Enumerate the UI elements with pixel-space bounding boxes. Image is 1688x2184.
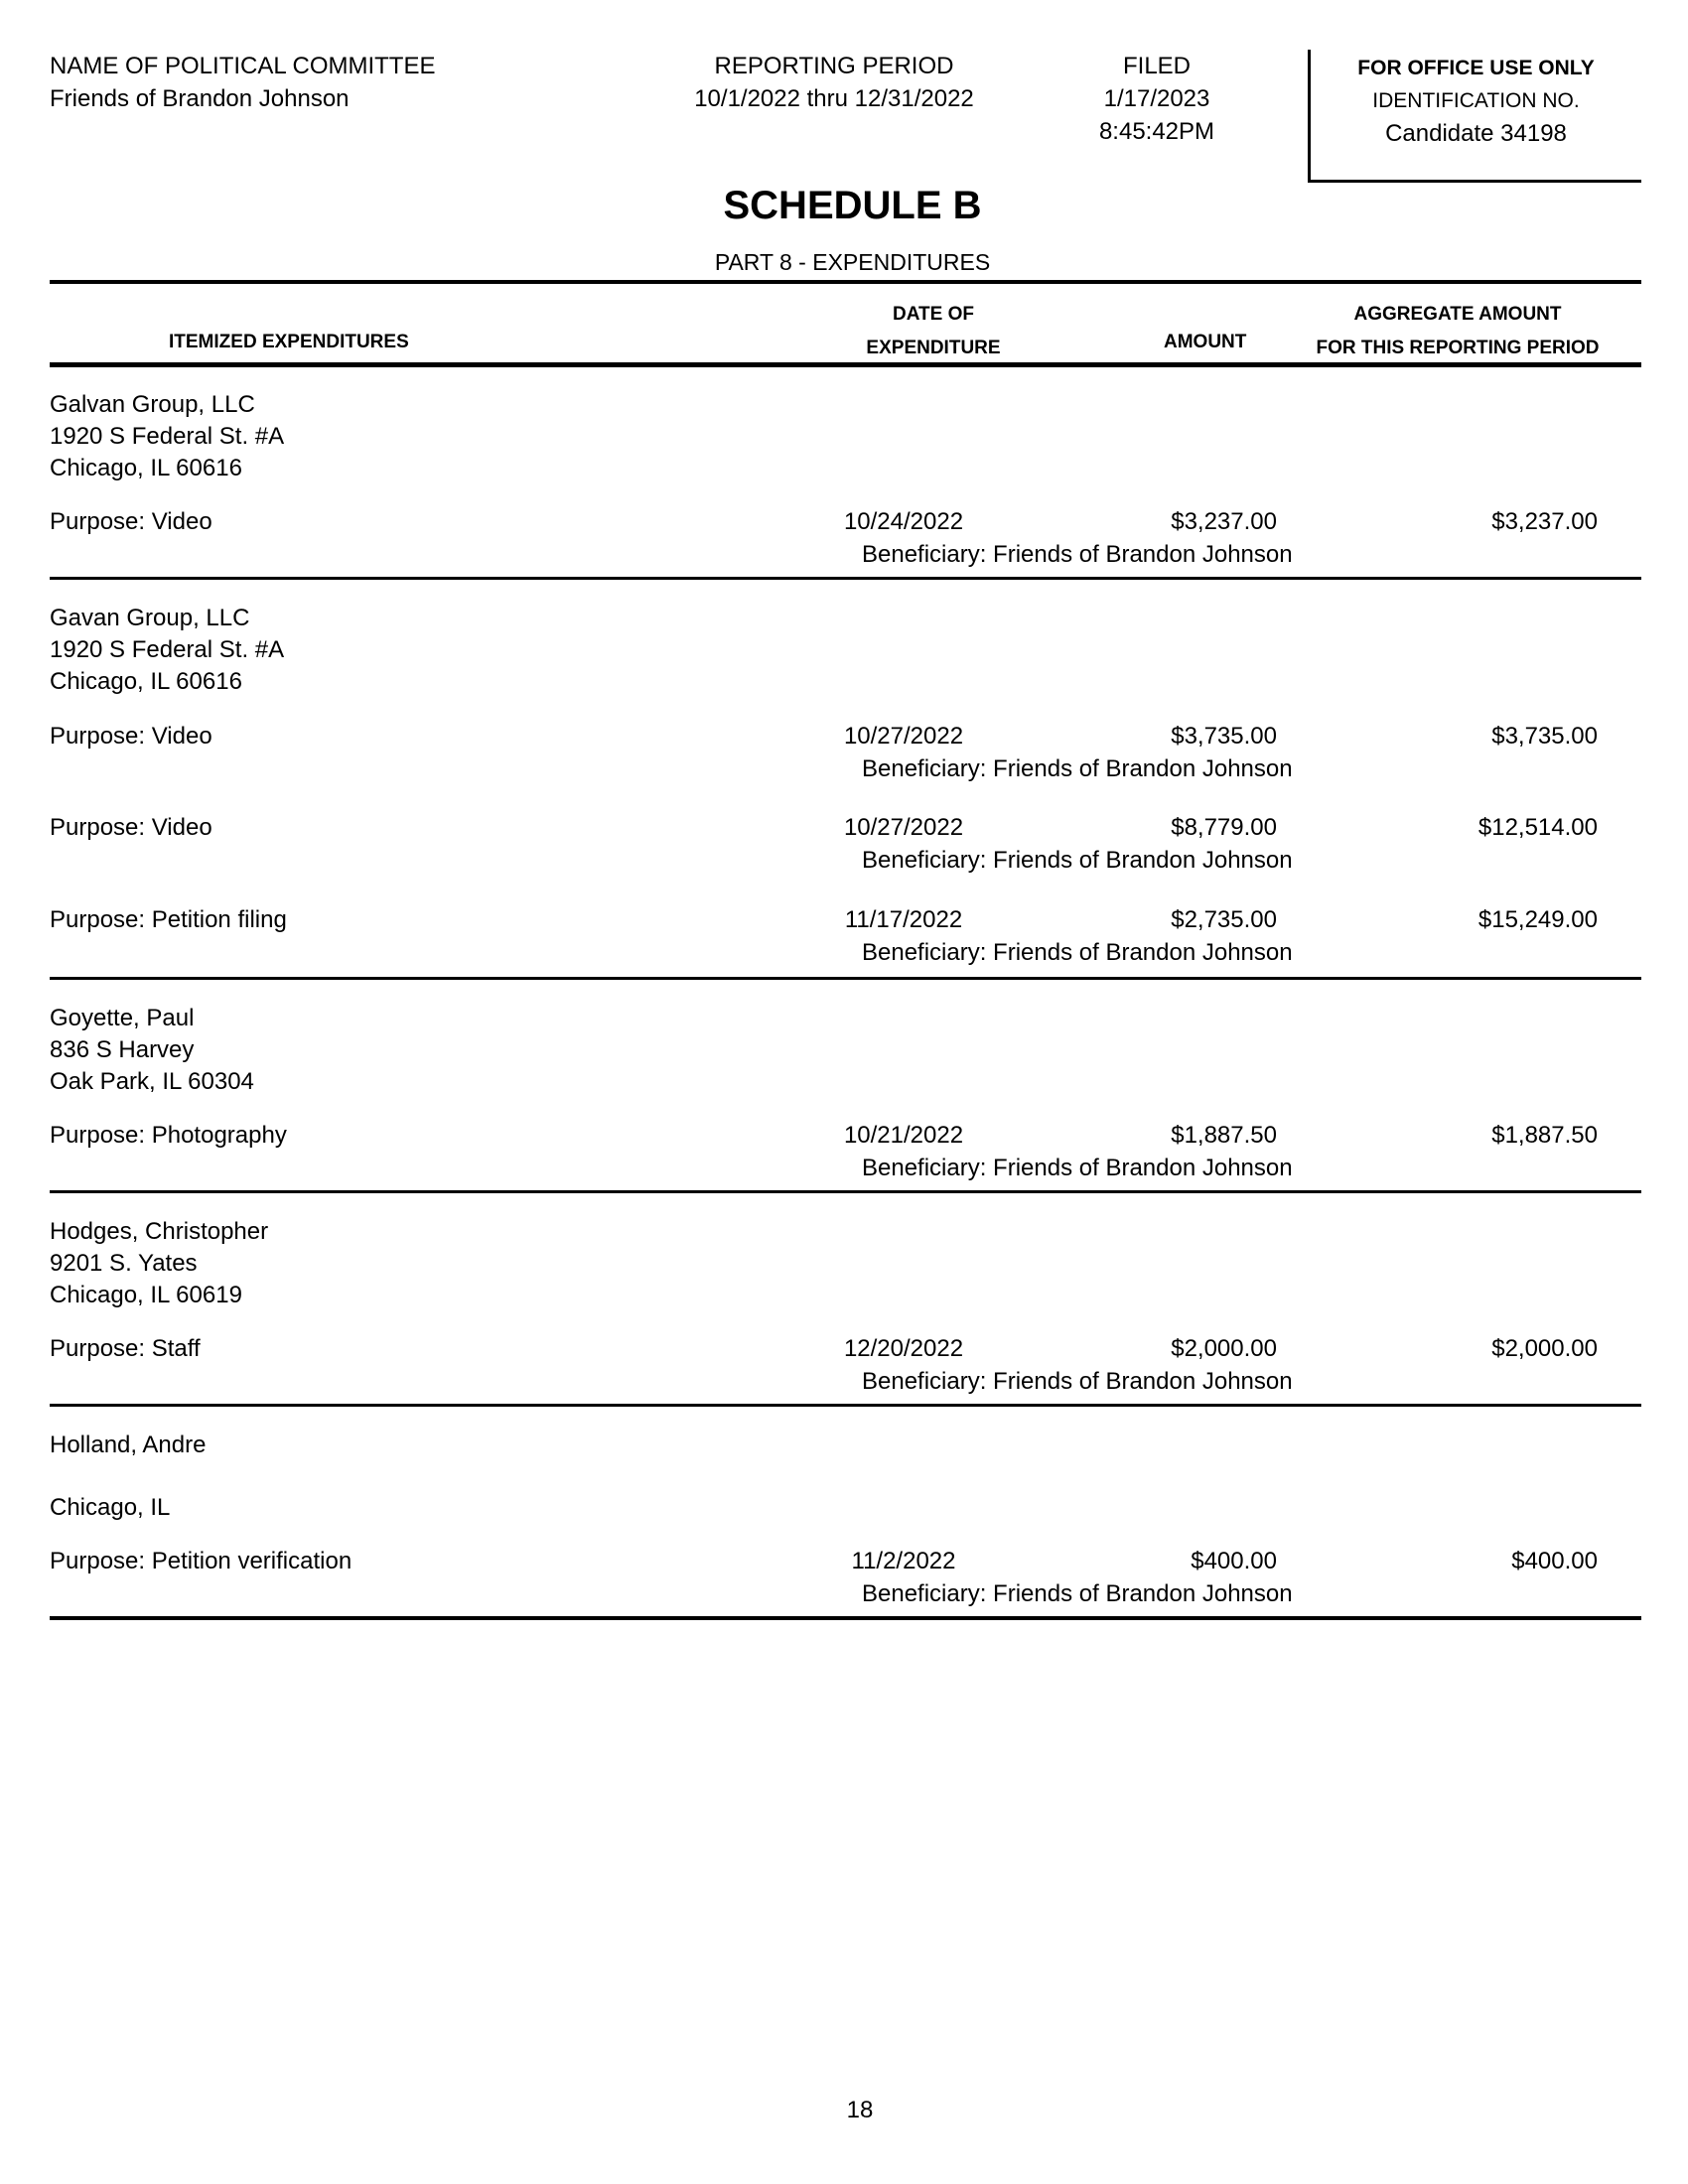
purpose: Purpose: Video <box>50 814 212 841</box>
expenditure-date: 10/21/2022 <box>843 1122 964 1149</box>
identification-label: IDENTIFICATION NO. <box>1372 89 1580 112</box>
expenditure-date: 11/2/2022 <box>851 1548 956 1574</box>
beneficiary: Beneficiary: Friends of Brandon Johnson <box>862 755 1293 782</box>
purpose: Purpose: Video <box>50 723 212 750</box>
table-bottom-rule <box>50 1616 1641 1620</box>
expenditure-item <box>0 906 1688 972</box>
expenditure-item <box>0 1122 1688 1187</box>
expenditure-amount: $2,000.00 <box>1171 1335 1277 1362</box>
payee-address-line2: Chicago, IL 60616 <box>50 455 242 481</box>
beneficiary: Beneficiary: Friends of Brandon Johnson <box>862 1368 1293 1395</box>
filed-date: 1/17/2023 <box>1103 85 1210 112</box>
payee-name: Galvan Group, LLC <box>50 391 255 418</box>
payee-address-line1: 1920 S Federal St. #A <box>50 636 285 663</box>
office-use-label: FOR OFFICE USE ONLY <box>1357 57 1595 79</box>
payee-address-line1: 1920 S Federal St. #A <box>50 423 285 450</box>
reporting-period-value: 10/1/2022 thru 12/31/2022 <box>694 85 974 112</box>
aggregate-amount: $1,887.50 <box>1491 1122 1598 1149</box>
expenditure-amount: $3,237.00 <box>1171 508 1277 535</box>
column-aggregate-line1: AGGREGATE AMOUNT <box>1353 304 1562 325</box>
payee-name: Gavan Group, LLC <box>50 605 250 631</box>
expenditure-date: 11/17/2022 <box>844 906 963 933</box>
reporting-period-block <box>675 50 993 115</box>
column-aggregate-line2: FOR THIS REPORTING PERIOD <box>1316 338 1600 358</box>
expenditure-date: 10/27/2022 <box>843 723 964 750</box>
schedule-part: PART 8 - EXPENDITURES <box>714 249 991 275</box>
payee-address-line1: 836 S Harvey <box>50 1036 195 1063</box>
expenditure-item <box>0 723 1688 788</box>
page-number: 18 <box>846 2097 874 2123</box>
payee-address-line1: 9201 S. Yates <box>50 1250 198 1277</box>
entry-divider <box>50 577 1641 580</box>
header-top-rule <box>50 280 1641 284</box>
beneficiary: Beneficiary: Friends of Brandon Johnson <box>862 939 1293 966</box>
column-date-of-expenditure <box>824 298 1043 365</box>
filed-time: 8:45:42PM <box>1098 118 1215 145</box>
column-date-line2: EXPENDITURE <box>866 338 1001 358</box>
aggregate-amount: $3,237.00 <box>1491 508 1598 535</box>
purpose: Purpose: Petition filing <box>50 906 287 933</box>
payee-address-line2: Chicago, IL <box>50 1494 171 1521</box>
beneficiary: Beneficiary: Friends of Brandon Johnson <box>862 847 1293 874</box>
committee-label: NAME OF POLITICAL COMMITTEE <box>50 53 436 79</box>
committee-name: Friends of Brandon Johnson <box>50 85 350 112</box>
column-itemized-expenditures: ITEMIZED EXPENDITURES <box>169 332 409 352</box>
aggregate-amount: $15,249.00 <box>1477 906 1598 933</box>
aggregate-amount: $400.00 <box>1511 1548 1598 1574</box>
column-date-line1: DATE OF <box>893 304 974 325</box>
beneficiary: Beneficiary: Friends of Brandon Johnson <box>862 1580 1293 1607</box>
beneficiary: Beneficiary: Friends of Brandon Johnson <box>862 541 1293 568</box>
payee-name: Goyette, Paul <box>50 1005 195 1031</box>
expenditure-amount: $1,887.50 <box>1171 1122 1277 1149</box>
expenditure-item <box>0 1335 1688 1401</box>
reporting-period-label: REPORTING PERIOD <box>714 53 954 79</box>
payee-address-line2: Chicago, IL 60616 <box>50 668 242 695</box>
payee-name: Hodges, Christopher <box>50 1218 269 1245</box>
entry-divider <box>50 977 1641 980</box>
aggregate-amount: $3,735.00 <box>1491 723 1598 750</box>
identification-value: Candidate 34198 <box>1385 120 1567 147</box>
office-use-box <box>1308 50 1641 183</box>
column-aggregate-amount <box>1309 298 1607 365</box>
purpose: Purpose: Petition verification <box>50 1548 352 1574</box>
aggregate-amount: $12,514.00 <box>1477 814 1598 841</box>
entry-divider <box>50 1404 1641 1407</box>
expenditure-date: 10/24/2022 <box>843 508 964 535</box>
filed-block <box>1072 50 1241 148</box>
purpose: Purpose: Video <box>50 508 212 535</box>
payee-name: Holland, Andre <box>50 1432 207 1458</box>
schedule-title: SCHEDULE B <box>723 184 982 227</box>
expenditure-date: 10/27/2022 <box>843 814 964 841</box>
payee-address-line2: Oak Park, IL 60304 <box>50 1068 254 1095</box>
expenditure-item <box>0 814 1688 880</box>
committee-block <box>50 50 435 115</box>
beneficiary: Beneficiary: Friends of Brandon Johnson <box>862 1155 1293 1181</box>
expenditure-amount: $2,735.00 <box>1171 906 1277 933</box>
expenditure-item <box>0 1548 1688 1613</box>
purpose: Purpose: Staff <box>50 1335 201 1362</box>
expenditure-amount: $400.00 <box>1191 1548 1277 1574</box>
header-bottom-rule <box>50 362 1641 367</box>
aggregate-amount: $2,000.00 <box>1491 1335 1598 1362</box>
payee-address-line2: Chicago, IL 60619 <box>50 1282 242 1308</box>
purpose: Purpose: Photography <box>50 1122 287 1149</box>
expenditure-amount: $8,779.00 <box>1171 814 1277 841</box>
filed-label: FILED <box>1122 53 1191 79</box>
entry-divider <box>50 1190 1641 1193</box>
expenditure-item <box>0 508 1688 574</box>
column-amount: AMOUNT <box>1164 332 1247 352</box>
expenditure-date: 12/20/2022 <box>843 1335 964 1362</box>
expenditure-amount: $3,735.00 <box>1171 723 1277 750</box>
